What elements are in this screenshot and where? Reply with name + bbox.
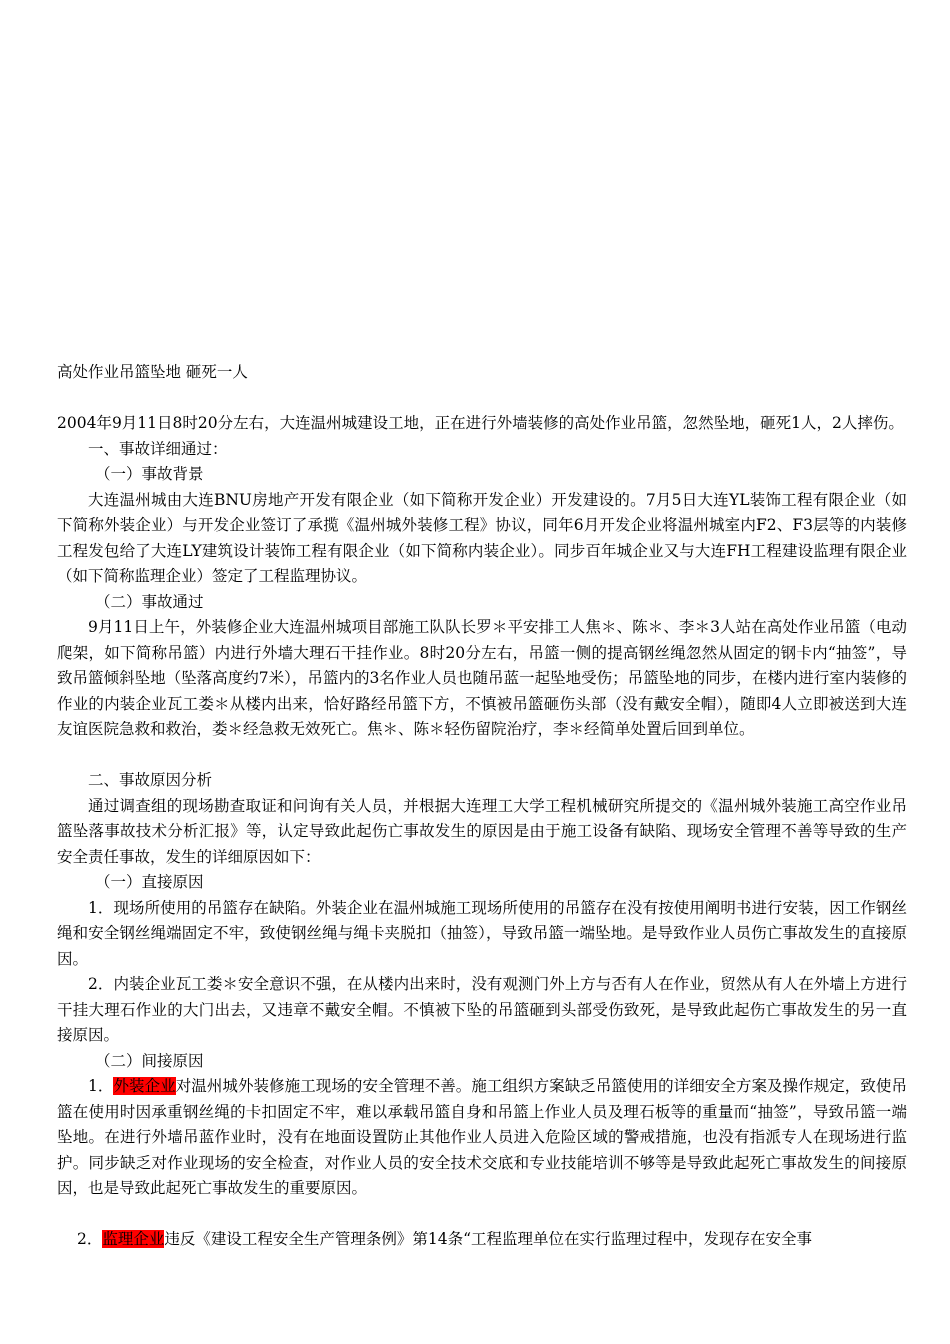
highlighted-term-supervision-company: 监理企业 bbox=[102, 1230, 165, 1248]
section1-sub2-heading: （二）事故通过 bbox=[95, 592, 204, 611]
indirect-cause-2 bbox=[57, 1227, 907, 1253]
intro-paragraph: 2004年9月11日8时20分左右，大连温州城建设工地，正在进行外墙装修的高处作业吊篮，忽然坠地，砸死1人，2人摔伤。 bbox=[57, 414, 904, 432]
indirect-cause-2-number: 2． bbox=[77, 1230, 103, 1248]
document-title: 高处作业吊篮坠地 砸死一人 bbox=[57, 363, 248, 381]
blank-line bbox=[57, 743, 907, 769]
direct-cause-2: 2．内装企业瓦工娄＊安全意识不强，在从楼内出来时，没有观测门外上方与否有人在作业，贸然从有人在外墙上方进行干挂大理石作业的大门出去，又违章不戴安全帽。不慎被下坠的吊篮砸到头部受伤致死，是导致此起伤亡事故发生的另一直接原因。 bbox=[57, 975, 907, 1044]
section2-heading: 二、事故原因分析 bbox=[88, 771, 213, 789]
document-body bbox=[57, 360, 907, 1253]
section2-intro-paragraph: 通过调查组的现场勘查取证和问询有关人员，并根据大连理工大学工程机械研究所提交的《温州城外装施工高空作业吊篮坠落事故技术分析汇报》等，认定导致此起伤亡事故发生的原因是由于施工设备有缺陷、现场安全管理不善等导致的生产安全责任事故，发生的详细原因如下： bbox=[57, 796, 907, 866]
section1-heading: 一、事故详细通过： bbox=[88, 439, 228, 458]
indirect-cause-2-text: 违反《建设工程安全生产管理条例》第14条“工程监理单位在实行监理过程中，发现存在安全事 bbox=[164, 1230, 813, 1248]
indirect-cause-1-number: 1． bbox=[88, 1077, 114, 1095]
highlighted-term-outer-company: 外装企业 bbox=[113, 1077, 176, 1095]
section1-sub2-paragraph: 9月11日上午，外装修企业大连温州城项目部施工队队长罗＊平安排工人焦＊、陈＊、李＊3人站在高处作业吊篮（电动爬架，如下简称吊篮）内进行外墙大理石干挂作业。8时20分左右，吊篮一侧的提高钢丝绳忽然从固定的钢卡内“抽签”，导致吊篮倾斜坠地（坠落高度约7米），吊篮内的3名作业人员也随吊蓝一起坠地受伤；吊篮坠地的同步，在楼内进行室内装修的作业的内装企业瓦工娄＊从楼内出来，恰好路经吊篮下方，不慎被吊篮砸伤头部（没有戴安全帽），随即4人立即被送到大连友谊医院急救和救治，娄＊经急救无效死亡。焦＊、陈＊轻伤留院治疗，李＊经简单处置后回到单位。 bbox=[57, 618, 907, 738]
indirect-cause-heading: （二）间接原因 bbox=[95, 1051, 204, 1070]
direct-cause-heading: （一）直接原因 bbox=[95, 873, 204, 891]
direct-cause-1: 1．现场所使用的吊篮存在缺陷。外装企业在温州城施工现场所使用的吊篮存在没有按使用阐明书进行安装，因工作钢丝绳和安全钢丝绳端固定不牢，致使钢丝绳与绳卡夹脱扣（抽签），导致吊篮一端坠地。是导致作业人员伤亡事故发生的直接原因。 bbox=[57, 898, 907, 968]
section1-sub1-paragraph: 大连温州城由大连BNU房地产开发有限企业（如下简称开发企业）开发建设的。7月5日大连YL装饰工程有限企业（如下简称外装企业）与开发企业签订了承揽《温州城外装修工程》协议，同年6月开发企业将温州城室内F2、F3层等的内装修工程发包给了大连LY建筑设计装饰工程有限企业（如下简称内装企业）。同步百年城企业又与大连FH工程建设监理有限企业（如下简称监理企业）签定了工程监理协议。 bbox=[57, 490, 907, 585]
indirect-cause-1 bbox=[57, 1074, 907, 1202]
indirect-cause-1-text: 对温州城外装修施工现场的安全管理不善。施工组织方案缺乏吊篮使用的详细安全方案及操作规定，致使吊篮在使用时因承重钢丝绳的卡扣固定不牢，难以承载吊篮自身和吊篮上作业人员及理石板等的重量而“抽签”，导致吊篮一端坠地。在进行外墙吊蓝作业时，没有在地面设置防止其他作业人员进入危险区域的警戒措施，也没有指派专人在现场进行监护。同步缺乏对作业现场的安全检查，对作业人员的安全技术交底和专业技能培训不够等是导致此起死亡事故发生的间接原因，也是导致此起死亡事故发生的重要原因。 bbox=[57, 1077, 907, 1197]
section1-sub1-heading: （一）事故背景 bbox=[95, 465, 204, 483]
